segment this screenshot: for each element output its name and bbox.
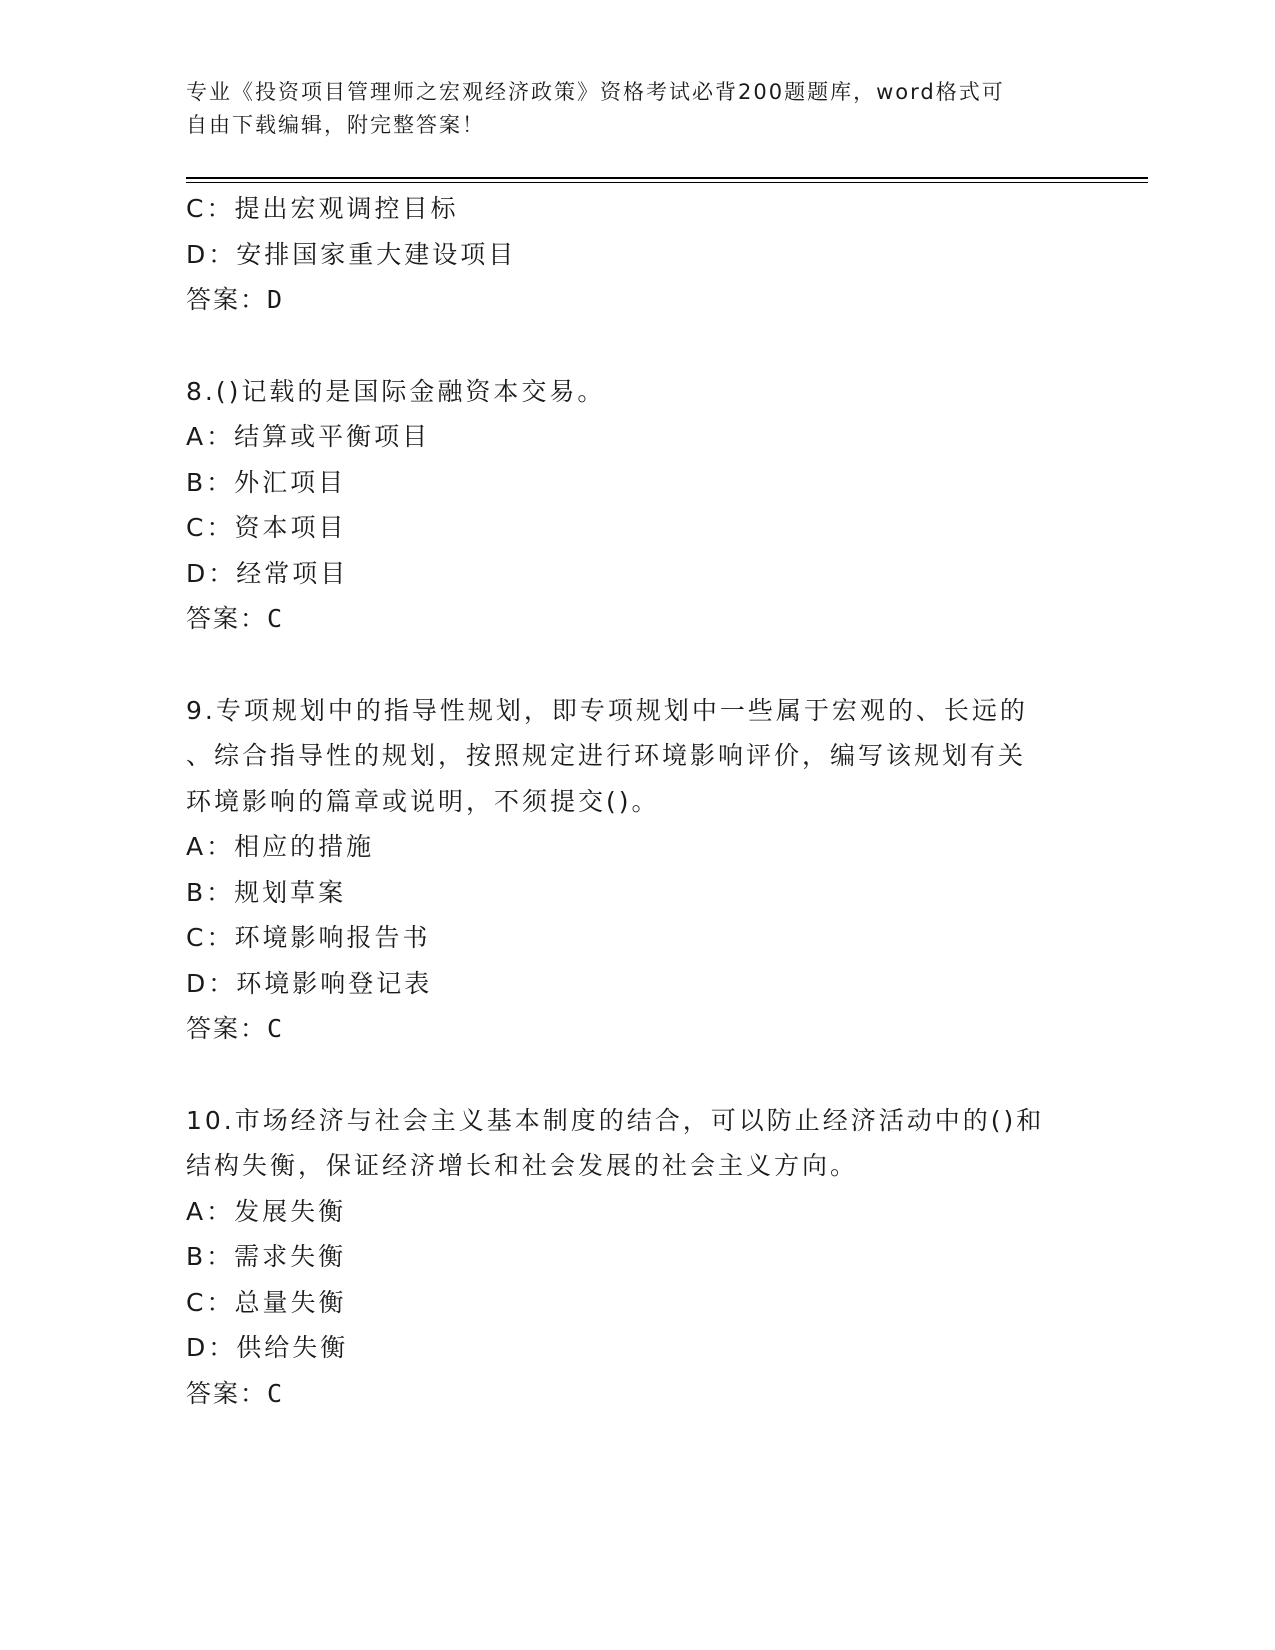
option-b: B：外汇项目 (186, 467, 347, 497)
question-stem-line-2: 、综合指导性的规划，按照规定进行环境影响评价，编写该规划有关 (186, 741, 1027, 770)
question-stem-line-2: 结构失衡，保证经济增长和社会发展的社会主义方向。 (186, 1151, 859, 1180)
question-stem-line-1: 10.市场经济与社会主义基本制度的结合，可以防止经济活动中的()和 (186, 1105, 1045, 1135)
option-a: A：发展失衡 (186, 1196, 347, 1226)
question-stem: 8.()记载的是国际金融资本交易。 (186, 376, 606, 406)
answer-value: C (267, 604, 285, 633)
option-a: A：结算或平衡项目 (186, 422, 431, 451)
option-c: C：提出宏观调控目标 (186, 194, 459, 223)
question-9 (186, 688, 1086, 1052)
answer-line (186, 596, 1086, 642)
option-d: D：环境影响登记表 (186, 968, 433, 998)
question-10 (186, 1098, 1086, 1417)
answer-line (186, 1371, 1086, 1417)
question-7-continued (186, 186, 1086, 323)
header-divider-thick (186, 177, 1148, 179)
option-d: D：供给失衡 (186, 1333, 349, 1362)
question-spacer (186, 1052, 1086, 1098)
answer-label: 答案： (186, 604, 268, 633)
option-b: B：规划草案 (186, 877, 347, 907)
answer-line (186, 277, 1086, 323)
answer-value: D (267, 285, 285, 314)
question-spacer (186, 323, 1086, 369)
header-title-line-2: 自由下载编辑，附完整答案！ (186, 113, 485, 137)
question-stem-line-1: 9.专项规划中的指导性规划，即专项规划中一些属于宏观的、长远的 (186, 695, 1028, 725)
answer-label: 答案： (186, 1378, 268, 1408)
option-d: D：安排国家重大建设项目 (186, 239, 517, 269)
option-c: C：资本项目 (186, 513, 347, 542)
answer-label: 答案： (186, 285, 268, 314)
answer-value: C (267, 1378, 285, 1408)
question-spacer (186, 642, 1086, 688)
question-stem-line-3: 环境影响的篇章或说明，不须提交()。 (186, 786, 660, 816)
answer-value: C (267, 1014, 285, 1043)
question-8 (186, 369, 1086, 642)
option-a: A：相应的措施 (186, 832, 375, 861)
answer-label: 答案： (186, 1014, 268, 1043)
question-list (186, 186, 1086, 1416)
option-b: B：需求失衡 (186, 1242, 347, 1271)
header-title-line-1: 专业《投资项目管理师之宏观经济政策》资格考试必背200题题库，word格式可 (186, 80, 1005, 104)
option-c: C：总量失衡 (186, 1287, 347, 1317)
header-divider-thin (186, 182, 1148, 183)
answer-line (186, 1006, 1086, 1052)
document-header (186, 76, 1066, 142)
option-c: C：环境影响报告书 (186, 923, 431, 952)
option-d: D：经常项目 (186, 558, 349, 588)
